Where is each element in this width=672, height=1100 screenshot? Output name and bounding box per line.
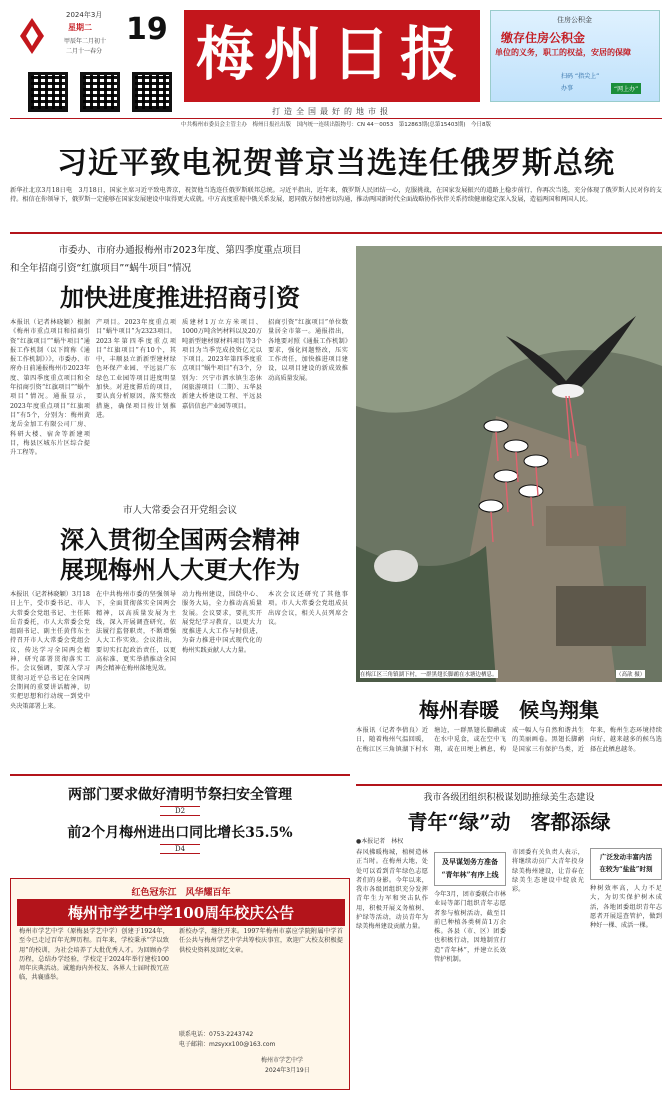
story2-col-1: 本报讯（记者林晓颖）3月18日上午，受市委书记、市人大常委会党组书记、主任陈岳青委托，市人大常委会党组副书记、副主任黄伟东主持召开市人大常委会党组会议，传达学习全国两会精神，研究部署贯彻落实工作。会议强调，要深入学习贯彻习近平总书记在全国两会期间的重要讲话精神，切实把思想和行动统一到党中央决策部署上来。 bbox=[10, 591, 90, 710]
publication-info: 中共梅州市委员会主管主办 梅州日报社出版 国内统一连续出版物号：CN 44－0053 第12863期(总第15403期) 今日8版 bbox=[181, 122, 491, 128]
story2-col-4: 本次会议还研究了其他事项。市人大常委会党组成员出席会议，相关人员列席会议。 bbox=[268, 591, 348, 626]
ad-line-1: 缴存住房公积金 bbox=[501, 31, 586, 45]
story1-col-4: 招商引资“红旗项目”单位数量居全市第一。通报指出，各地要对照《通报工作机制》要求，强化问题整改，压实工作责任，加快推进项目建设，以项目建设的新成效推动高质量发展。 bbox=[268, 319, 348, 382]
masthead bbox=[0, 0, 672, 128]
ad-line-2: 单位的义务，职工的权益，安居的保障 bbox=[495, 48, 631, 57]
story3-sidebox-sub: 在较为“盐盐”时刻 bbox=[599, 865, 653, 873]
newspaper-emblem-icon bbox=[18, 16, 46, 56]
ad-org: 住房公积金 bbox=[557, 16, 592, 24]
story3-sidebox bbox=[590, 848, 662, 880]
story3-col-2: 今年3月，团市委联合市林业局等部门组织青年志愿者参与植树活动，截至目前已种植各类树苗1万余株。各县（市、区）团委也积极行动，因地制宜打造“青年林”，并建立长效管护机制。 bbox=[434, 891, 506, 964]
story3-byline: ●本报记者 林权 bbox=[356, 838, 404, 845]
story2-kicker: 市人大常委会召开党组会议 bbox=[122, 505, 237, 516]
section-divider bbox=[10, 232, 662, 234]
ad-housing-fund bbox=[490, 10, 660, 102]
story2-col-2: 在中共梅州市委的坚强领导下，全面贯彻落实全国两会精神，以高质量发展为主线，深入开展调查研究，依法履行监督职责，不断增强人大工作实效。会议指出，要切实扛起政治责任，以更高标准、更实举措推动全国两会精神在梅州落地见效。 bbox=[96, 591, 176, 673]
school-anniversary-notice bbox=[10, 878, 350, 1090]
brief-item-1: 两部门要求做好清明节祭扫安全管理 bbox=[68, 787, 292, 803]
ad-line-6: “网上办” bbox=[611, 83, 641, 94]
qr-code-icon bbox=[28, 72, 68, 112]
qr-code-icon bbox=[132, 72, 172, 112]
photo-text: 本报讯（记者李倩良）近日，随着梅州气温回暖，在梅江区三角镇湖下村水塘边，一群黑翅长脚鹬或在水中觅食，或在空中飞翔，或在田埂上栖息，构成一幅人与自然和谐共生的美丽画卷。黑翅长脚鹬是国家三有保护鸟类，近年来，梅州生态环境持续向好，越来越多的候鸟选择在此栖息越冬。 bbox=[356, 727, 662, 753]
story1-col-1: 本报讯（记者林晓颖）根据《梅州市重点项目和招商引资“红旗项目”“蜗牛项目”通报工作机制（以下简称《通报工作机制》）》，市委办、市府办日前通报梅州市2023年度、第四季度重点项目和全年招商引资“红旗项目”“蜗牛项目”情况。通报显示，2023年度重点项目“红旗项目”有5个，分别为：梅州黄龙岳金加工有限公司厂房、科研大楼、宿舍等新建项目，梅县区城东片区综合提升工程等。 bbox=[10, 319, 90, 457]
story3-subhead-2: “青年林”有序上线 bbox=[441, 870, 499, 879]
story3-sidebox-title: 广泛发动丰富内活 bbox=[600, 853, 652, 861]
story3-col-3: 市团委有关负责人表示，将继续动员广大青年投身绿美梅州建设，让青春在绿美生态建设中绽放光彩。 bbox=[512, 849, 584, 894]
notice-kicker: 红色冠东江 风华耀百年 bbox=[131, 888, 231, 898]
notice-contact-2: 电子邮箱：mzsyxx100@163.com bbox=[179, 1041, 276, 1048]
brief-item-1-page: D2 bbox=[160, 806, 200, 816]
story3-subhead bbox=[434, 852, 506, 886]
date-weekday: 星期二 bbox=[68, 23, 92, 32]
brief-item-2-page: D4 bbox=[160, 844, 200, 854]
date-box bbox=[18, 8, 168, 66]
story3-subhead-1: 及早谋划务方准备 bbox=[442, 857, 498, 866]
story1-col-2: 产项目。2023年度重点项目“蜗牛项目”为2323项目。2023年第四季度重点项目“红旗项目”有10个，其中，丰顺县立新新型建材绿色环保产业园、平远县广东绿色工业园等项目进度明显加快。对进度滞后的项目，要认真分析原因，落实整改措施，确保项目按计划推进。 bbox=[96, 319, 176, 419]
lead-story bbox=[10, 134, 662, 234]
slogan: 打造全国最好的地市报 bbox=[272, 107, 392, 116]
notice-text-2: 新校办学，继往开来。1997年梅州市嘉应学院附属中学首任公共与梅州学艺中学共筹校庆事宜，欢迎广大校友积极提供校史资料及回忆文章。 bbox=[179, 928, 343, 954]
logo-box bbox=[184, 10, 480, 102]
qr-codes bbox=[28, 72, 178, 116]
story1-headline: 加快进度推进招商引资 bbox=[60, 283, 300, 312]
notice-contact-1: 联系电话：0753-2243742 bbox=[179, 1031, 254, 1038]
story3-headline: 青年“绿”动 客都添绿 bbox=[407, 810, 611, 834]
bird-illustration bbox=[356, 246, 662, 682]
photo-headline: 梅州春暖 候鸟翔集 bbox=[419, 698, 599, 722]
story2-headline-2: 展现梅州人大更大作为 bbox=[60, 555, 300, 584]
brief-item-2: 前2个月梅州进出口同比增长35.5% bbox=[67, 825, 293, 841]
lead-text: 新华社北京3月18日电 3月18日，国家主席习近平致电普京，祝贺他当选连任俄罗斯联邦总统。习近平指出，近年来，俄罗斯人民团结一心，克服挑战，在国家发展振兴的道路上稳步前行，你再次当选，充分体现了俄罗斯人民对你的支持。相信在你领导下，俄罗斯一定能够在国家发展建设中取得更大成就。中方高度重视中俄关系发展，愿同俄方保持密切沟通，推动两国新时代全面战略协作伙伴关系持续健康稳定深入发展，造福两国和两国人民。 bbox=[10, 187, 662, 204]
ad-line-5: 办事 bbox=[561, 85, 574, 92]
ad-line-3: 扫码 bbox=[561, 73, 574, 80]
photo-caption: 在梅江区三角镇湖下村，一群黑翅长脚鹬在水塘边栖息。 bbox=[360, 672, 498, 678]
photo-story bbox=[356, 688, 662, 778]
notice-text-1: 梅州市学艺中学（原梅县学艺中学）创建于1924年，至今已走过百年光辉历程。百年来，学校秉承“学以致用”的校训，为社会培养了大批优秀人才。为回顾办学历程，总结办学经验，学校定于2024年举行建校100周年庆典活动。诚邀海内外校友、各界人士届时拨冗莅临，共襄盛举。 bbox=[19, 928, 169, 982]
briefs-box bbox=[10, 774, 350, 874]
story-green bbox=[356, 784, 662, 1094]
ad-line-4: “指尖上” bbox=[575, 73, 600, 80]
story1-kicker-2: 和全年招商引资“红旗项目”“蜗牛项目”情况 bbox=[10, 263, 192, 274]
notice-sign-2: 2024年3月19日 bbox=[265, 1067, 310, 1074]
story-npc bbox=[10, 498, 350, 770]
notice-sign-1: 梅州市学艺中学 bbox=[261, 1057, 304, 1064]
bird-photo bbox=[356, 246, 662, 682]
story3-col-4: 种树效率高，人力不足大，为切实保护树木成活，各地团委组织青年志愿者开展巡查管护，做到种好一棵、成活一棵。 bbox=[590, 885, 662, 930]
lead-headline: 习近平致电祝贺普京当选连任俄罗斯总统 bbox=[57, 146, 615, 181]
story3-col-1: 春风拂暖梅城，植树造林正当时。在梅州大地，处处可以看到青年绿色志愿者们的身影。今年以来，我市各级团组织充分发挥青年生力军和突击队作用，积极开展义务植树、护绿等活动，动员青年为绿美梅州建设贡献力量。 bbox=[356, 849, 428, 931]
story1-kicker-1: 市委办、市府办通报梅州市2023年度、第四季度重点项目 bbox=[58, 245, 302, 256]
masthead-divider bbox=[10, 118, 662, 119]
date-day: 19 bbox=[126, 12, 168, 47]
story3-kicker: 我市各级团组织积极谋划助推绿美生态建设 bbox=[423, 793, 595, 803]
newspaper-logo: 梅州日报 bbox=[195, 20, 468, 88]
qr-code-icon bbox=[80, 72, 120, 112]
notice-headline: 梅州市学艺中学100周年校庆公告 bbox=[17, 899, 345, 926]
date-lunar-2: 二月十一春分 bbox=[66, 48, 103, 55]
story2-headline-1: 深入贯彻全国两会精神 bbox=[60, 525, 300, 554]
date-lunar-1: 甲辰年二月初十 bbox=[64, 38, 107, 45]
story-investment bbox=[10, 238, 350, 498]
photo-credit: （高歆 摄） bbox=[616, 672, 646, 678]
story2-col-3: 动力梅州建设，围绕中心、服务大局，全力推动高质量发展。会议要求，要扎实开展党纪学习教育，以更大力度推进人大工作与时俱进，为奋力推进中国式现代化的梅州实践贡献人大力量。 bbox=[182, 591, 262, 654]
date-year-month: 2024年3月 bbox=[66, 11, 103, 19]
story1-col-3: 质建材1万立方米项目、1000万吨含钙材料以及20万吨新型建材原材料项目等3个项目为当季完成投资亿元以下项目。2023年第四季度重点项目“蜗牛项目”有3个，分别为：兴宁市泗水镇生态休闲旅游项目（二期）、五华县新建大桥建设工程、平远县嘉信信息产业园等项目。 bbox=[182, 319, 262, 410]
